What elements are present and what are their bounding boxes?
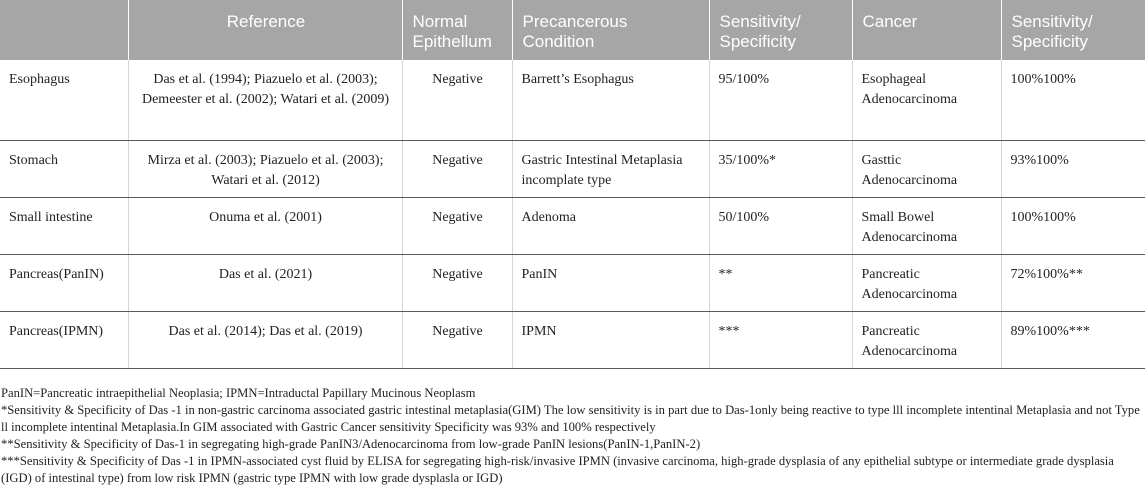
header-cell-cancer: Cancer bbox=[852, 0, 1001, 60]
header-cell-reference: Reference bbox=[128, 0, 402, 60]
cell-cancer-sensitivity-specificity: 100%100% bbox=[1001, 197, 1145, 254]
cell-site: Pancreas(PanIN) bbox=[0, 254, 128, 311]
cell-cancer-sensitivity-specificity: 89%100%*** bbox=[1001, 311, 1145, 368]
header-cell-cancer-sensitivity-specificity: Sensitivity/ Specificity bbox=[1001, 0, 1145, 60]
cell-site: Small intestine bbox=[0, 197, 128, 254]
cell-sensitivity-specificity: 50/100% bbox=[709, 197, 852, 254]
header-cell-blank bbox=[0, 0, 128, 60]
cell-sensitivity-specificity: 95/100% bbox=[709, 60, 852, 140]
cell-reference: Das et al. (2021) bbox=[128, 254, 402, 311]
footnote-single-asterisk: *Sensitivity & Specificity of Das -1 in non-gastric carcinoma associated gastric intestinal metaplasia(GIM) The low sensitivity is in part due to Das-1only being reactive to type lll incomplete intentinal Metaplasia and not Type ll incomplete intentinal Metaplasia.In GIM associated with Gastric Cancer sensitivity Specificity was 93% and 100% respectively bbox=[1, 403, 1140, 434]
cell-precancerous-condition: PanIN bbox=[512, 254, 709, 311]
cell-cancer-sensitivity-specificity: 93%100% bbox=[1001, 140, 1145, 197]
table-row bbox=[0, 60, 1145, 140]
table-row bbox=[0, 254, 1145, 311]
table-row bbox=[0, 311, 1145, 368]
cell-cancer-sensitivity-specificity: 100%100% bbox=[1001, 60, 1145, 140]
table-row bbox=[0, 197, 1145, 254]
cell-cancer: Pancreatic Adenocarcinoma bbox=[852, 254, 1001, 311]
header-row bbox=[0, 0, 1145, 60]
cell-precancerous-condition: IPMN bbox=[512, 311, 709, 368]
cell-site: Esophagus bbox=[0, 60, 128, 140]
cell-sensitivity-specificity: *** bbox=[709, 311, 852, 368]
footnote-triple-asterisk: ***Sensitivity & Specificity of Das -1 in IPMN-associated cyst fluid by ELISA for segregating high-risk/invasive IPMN (invasive carcinoma, high-grade dysplasia of any epithelial subtype or intermediate grade dysplasia (IGD) of intestinal type) from low risk IPMN (gastric type IPMN with low grade dysplasla or IGD) bbox=[1, 454, 1114, 485]
cell-reference: Das et al. (1994); Piazuelo et al. (2003); Demeester et al. (2002); Watari et al. (2009) bbox=[128, 60, 402, 140]
cell-precancerous-condition: Barrett’s Esophagus bbox=[512, 60, 709, 140]
footnote-abbreviations: PanIN=Pancreatic intraepithelial Neoplasia; IPMN=Intraductal Papillary Mucinous Neoplasm bbox=[1, 386, 476, 400]
cell-site: Stomach bbox=[0, 140, 128, 197]
cell-sensitivity-specificity: ** bbox=[709, 254, 852, 311]
cell-site: Pancreas(IPMN) bbox=[0, 311, 128, 368]
cell-precancerous-condition: Adenoma bbox=[512, 197, 709, 254]
header-cell-sensitivity-specificity: Sensitivity/ Specificity bbox=[709, 0, 852, 60]
cell-normal-epithelium: Negative bbox=[402, 254, 512, 311]
cell-cancer: Esophageal Adenocarcinoma bbox=[852, 60, 1001, 140]
cell-cancer-sensitivity-specificity: 72%100%** bbox=[1001, 254, 1145, 311]
cell-cancer: Small Bowel Adenocarcinoma bbox=[852, 197, 1001, 254]
header-cell-precancerous-condition: Precancerous Condition bbox=[512, 0, 709, 60]
cell-cancer: Gasttic Adenocarcinoma bbox=[852, 140, 1001, 197]
table-row bbox=[0, 140, 1145, 197]
cell-normal-epithelium: Negative bbox=[402, 60, 512, 140]
cell-reference: Das et al. (2014); Das et al. (2019) bbox=[128, 311, 402, 368]
table-footnotes bbox=[1, 385, 1141, 487]
footnote-double-asterisk: **Sensitivity & Specificity of Das-1 in segregating high-grade PanIN3/Adenocarcinoma from low-grade PanIN lesions(PanIN-1,PanIN-2) bbox=[1, 437, 701, 451]
header-cell-normal-epithelium: Normal Epithellum bbox=[402, 0, 512, 60]
cell-reference: Onuma et al. (2001) bbox=[128, 197, 402, 254]
cell-normal-epithelium: Negative bbox=[402, 140, 512, 197]
cell-normal-epithelium: Negative bbox=[402, 311, 512, 368]
cell-precancerous-condition: Gastric Intestinal Metaplasia incomplate type bbox=[512, 140, 709, 197]
cell-normal-epithelium: Negative bbox=[402, 197, 512, 254]
cell-sensitivity-specificity: 35/100%* bbox=[709, 140, 852, 197]
cell-cancer: Pancreatic Adenocarcinoma bbox=[852, 311, 1001, 368]
cell-reference: Mirza et al. (2003); Piazuelo et al. (2003); Watari et al. (2012) bbox=[128, 140, 402, 197]
